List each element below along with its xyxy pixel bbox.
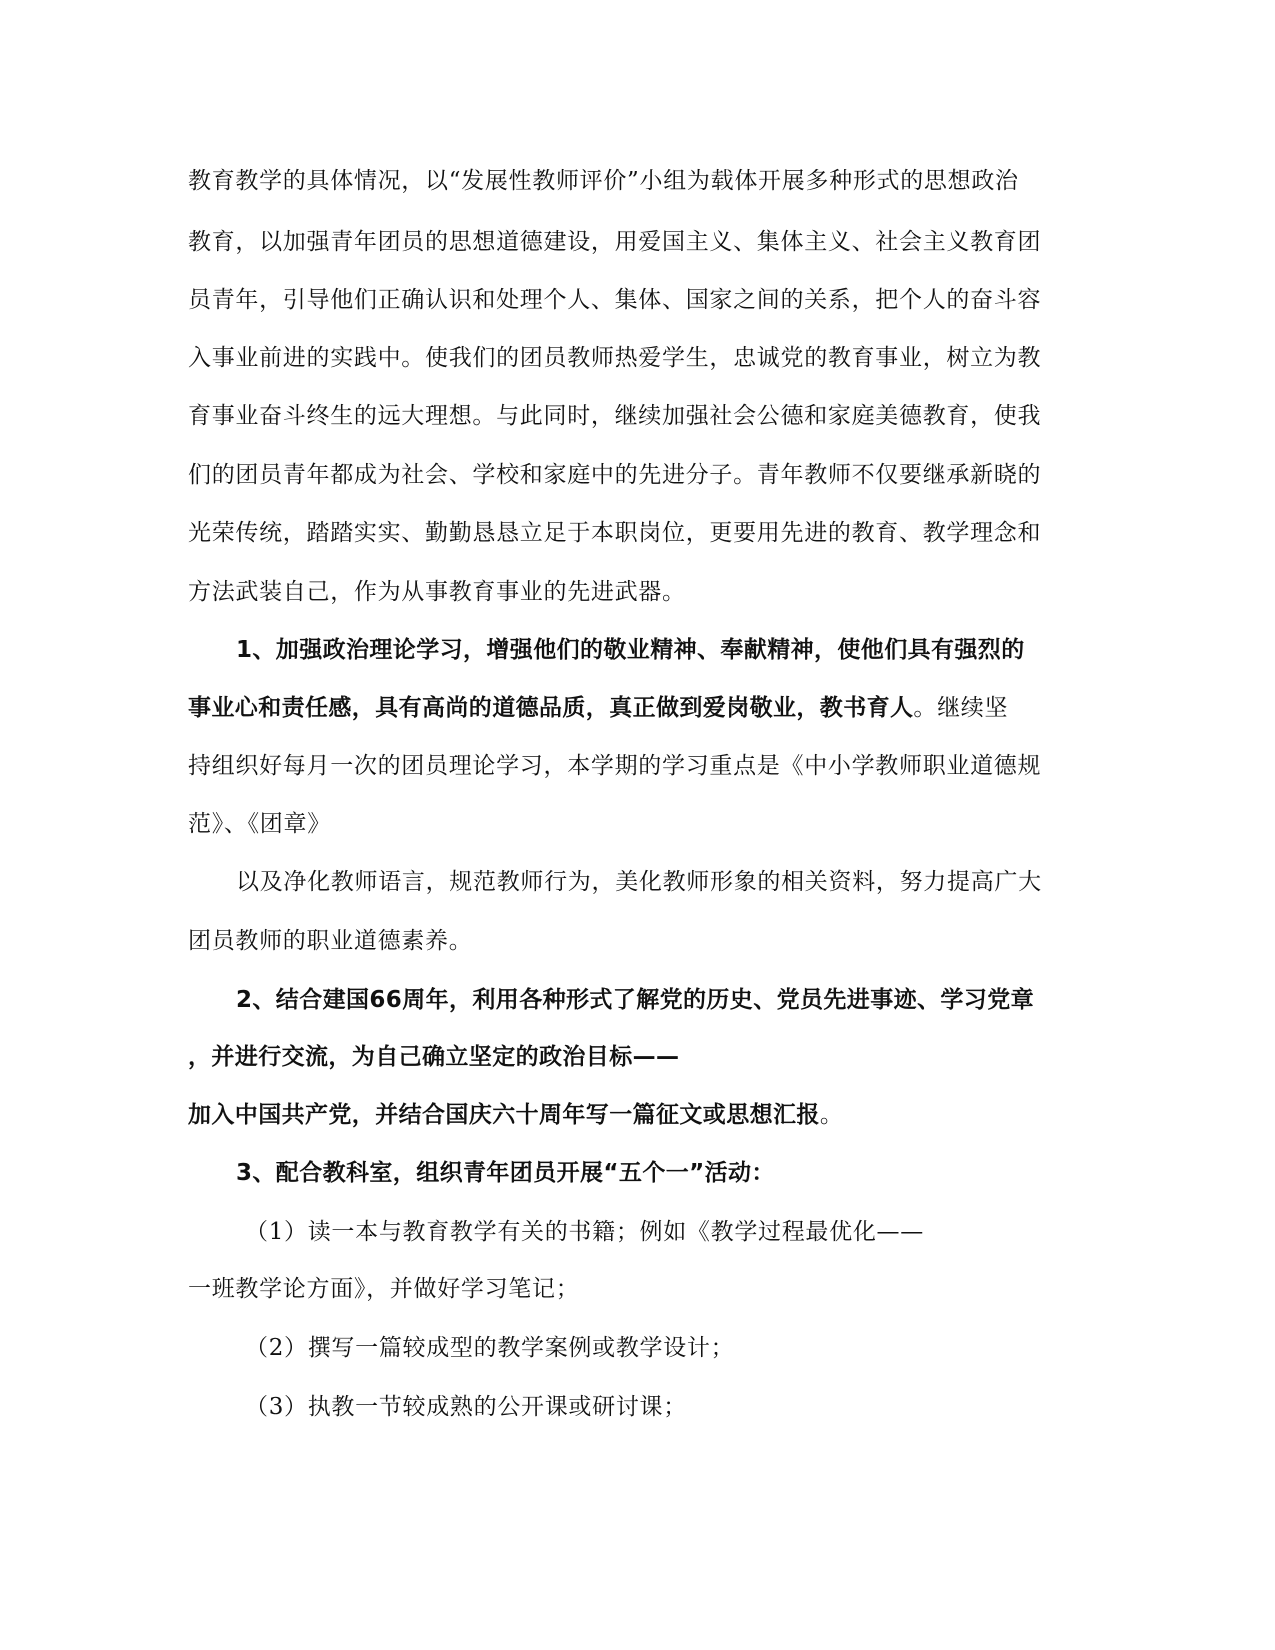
item1-heading: 1、加强政治理论学习，增强他们的敬业精神、奉献精神，使他们具有强烈的 (236, 637, 1025, 663)
item2-line3-bold: 加入中国共产党，并结合国庆六十周年写一篇征文或思想汇报 (188, 1102, 820, 1128)
body-text-line: 教育，以加强青年团员的思想道德建设，用爱国主义、集体主义、社会主义教育团 (188, 229, 1042, 255)
body-text-line: 们的团员青年都成为社会、学校和家庭中的先进分子。青年教师不仅要继承新晓的 (188, 462, 1042, 488)
item3-sub1-cont: 一班教学论方面》，并做好学习笔记； (188, 1276, 580, 1302)
body-text-line: 育事业奋斗终生的远大理想。与此同时，继续加强社会公德和家庭美德教育，使我 (188, 403, 1042, 429)
item1-line2 (188, 693, 1008, 723)
item2-line3-end: 。 (819, 1102, 844, 1128)
body-text-line: 方法武装自己，作为从事教育事业的先进武器。 (188, 579, 686, 605)
item1-line4: 范》、《团章》 (188, 811, 331, 837)
item2-line2: ，并进行交流，为自己确立坚定的政治目标—— (188, 1044, 680, 1070)
body-text-line: 团员教师的职业道德素养。 (188, 928, 473, 954)
item1-line3: 持组织好每月一次的团员理论学习，本学期的学习重点是《中小学教师职业道德规 (188, 753, 1042, 779)
item1-line2-tail: 。继续坚 (913, 695, 1009, 721)
body-text-line: 教育教学的具体情况，以“发展性教师评价”小组为载体开展多种形式的思想政治 (188, 168, 1019, 194)
item1-heading-cont: 事业心和责任感，具有高尚的道德品质，真正做到爱岗敬业，教书育人 (188, 695, 914, 721)
item2-line3 (188, 1100, 844, 1130)
item3-sub3: （3）执教一节较成熟的公开课或研讨课； (245, 1394, 687, 1420)
item3-sub1: （1）读一本与教育教学有关的书籍；例如《教学过程最优化—— (245, 1219, 924, 1245)
body-text-line: 以及净化教师语言，规范教师行为，美化教师形象的相关资料，努力提高广大 (236, 869, 1042, 895)
item2-heading: 2、结合建国66周年，利用各种形式了解党的历史、党员先进事迹、学习党章 (236, 987, 1035, 1013)
body-text-line: 员青年，引导他们正确认识和处理个人、集体、国家之间的关系，把个人的奋斗容 (188, 287, 1042, 313)
item3-heading: 3、配合教科室，组织青年团员开展“五个一”活动： (236, 1160, 775, 1186)
body-text-line: 光荣传统，踏踏实实、勤勤恳恳立足于本职岗位，更要用先进的教育、教学理念和 (188, 520, 1042, 546)
body-text-line: 入事业前进的实践中。使我们的团员教师热爱学生，忠诚党的教育事业，树立为教 (188, 345, 1042, 371)
item3-sub2: （2）撰写一篇较成型的教学案例或教学设计； (245, 1335, 735, 1361)
